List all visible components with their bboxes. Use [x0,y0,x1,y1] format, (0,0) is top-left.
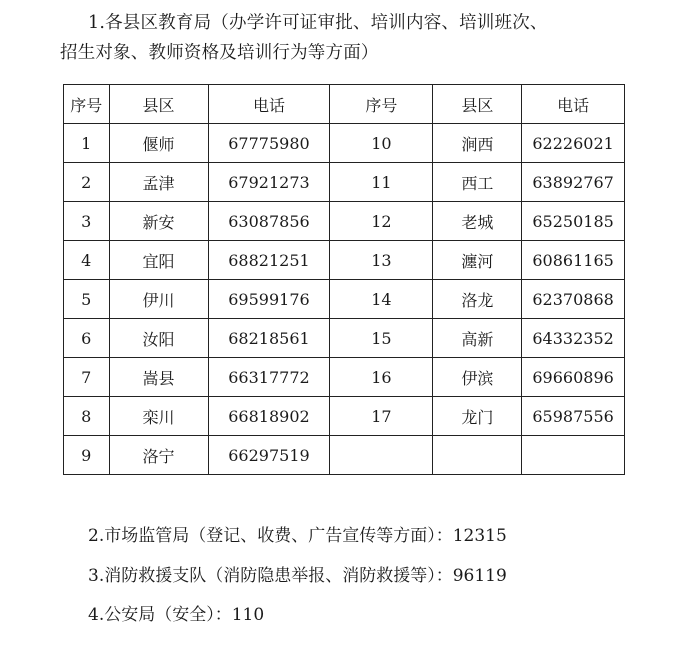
section-heading [60,8,645,68]
cell-phone: 68218561 [208,319,330,358]
cell-no: 9 [64,436,110,475]
cell-district: 瀍河 [433,241,522,280]
cell-no: 10 [330,124,433,163]
cell-district: 栾川 [109,397,208,436]
table-row [64,163,625,202]
cell-district: 洛龙 [433,280,522,319]
cell-phone: 65250185 [522,202,625,241]
heading-line-1: 1.各县区教育局（办学许可证审批、培训内容、培训班次、 [88,13,548,33]
table-row [64,319,625,358]
cell-phone: 67921273 [208,163,330,202]
cell-district: 汝阳 [109,319,208,358]
cell-district: 龙门 [433,397,522,436]
cell-district: 伊川 [109,280,208,319]
cell-district: 老城 [433,202,522,241]
cell-district: 宜阳 [109,241,208,280]
cell-no: 14 [330,280,433,319]
table-header-row [64,85,625,124]
cell-no: 4 [64,241,110,280]
cell-phone: 66297519 [208,436,330,475]
cell-no: 16 [330,358,433,397]
cell-no: 5 [64,280,110,319]
cell-phone: 62370868 [522,280,625,319]
table-body [64,124,625,475]
table-row [64,124,625,163]
header-phone: 电话 [208,85,330,124]
cell-district: 西工 [433,163,522,202]
cell-phone: 68821251 [208,241,330,280]
heading-line-2: 招生对象、教师资格及培训行为等方面） [60,43,379,63]
table-row [64,202,625,241]
cell-phone: 67775980 [208,124,330,163]
note-fire-rescue: 3.消防救援支队（消防隐患举报、消防救援等）：96119 [88,566,507,586]
table-row [64,397,625,436]
table-row [64,358,625,397]
cell-phone: 66818902 [208,397,330,436]
cell-no: 11 [330,163,433,202]
note-market-regulation: 2.市场监管局（登记、收费、广告宣传等方面）：12315 [88,526,507,546]
cell-district: 孟津 [109,163,208,202]
note-public-security: 4.公安局（安全）：110 [88,605,265,625]
header-phone: 电话 [522,85,625,124]
cell-no: 15 [330,319,433,358]
cell-district: 洛宁 [109,436,208,475]
cell-district: 偃师 [109,124,208,163]
table-row [64,280,625,319]
cell-no: 1 [64,124,110,163]
cell-district: 嵩县 [109,358,208,397]
cell-no: 17 [330,397,433,436]
cell-phone: 62226021 [522,124,625,163]
cell-district: 伊滨 [433,358,522,397]
cell-district [433,436,522,475]
cell-no: 12 [330,202,433,241]
contact-table [63,84,625,475]
cell-phone: 66317772 [208,358,330,397]
cell-no: 2 [64,163,110,202]
cell-phone: 69660896 [522,358,625,397]
cell-phone [522,436,625,475]
cell-district: 新安 [109,202,208,241]
cell-no: 6 [64,319,110,358]
cell-no: 8 [64,397,110,436]
cell-no: 13 [330,241,433,280]
cell-phone: 63087856 [208,202,330,241]
header-district: 县区 [433,85,522,124]
cell-phone: 60861165 [522,241,625,280]
header-district: 县区 [109,85,208,124]
cell-phone: 63892767 [522,163,625,202]
cell-phone: 69599176 [208,280,330,319]
cell-district: 涧西 [433,124,522,163]
header-no: 序号 [330,85,433,124]
table-row [64,436,625,475]
cell-no: 7 [64,358,110,397]
table-row [64,241,625,280]
header-no: 序号 [64,85,110,124]
cell-no: 3 [64,202,110,241]
cell-phone: 65987556 [522,397,625,436]
cell-district: 高新 [433,319,522,358]
cell-no [330,436,433,475]
cell-phone: 64332352 [522,319,625,358]
